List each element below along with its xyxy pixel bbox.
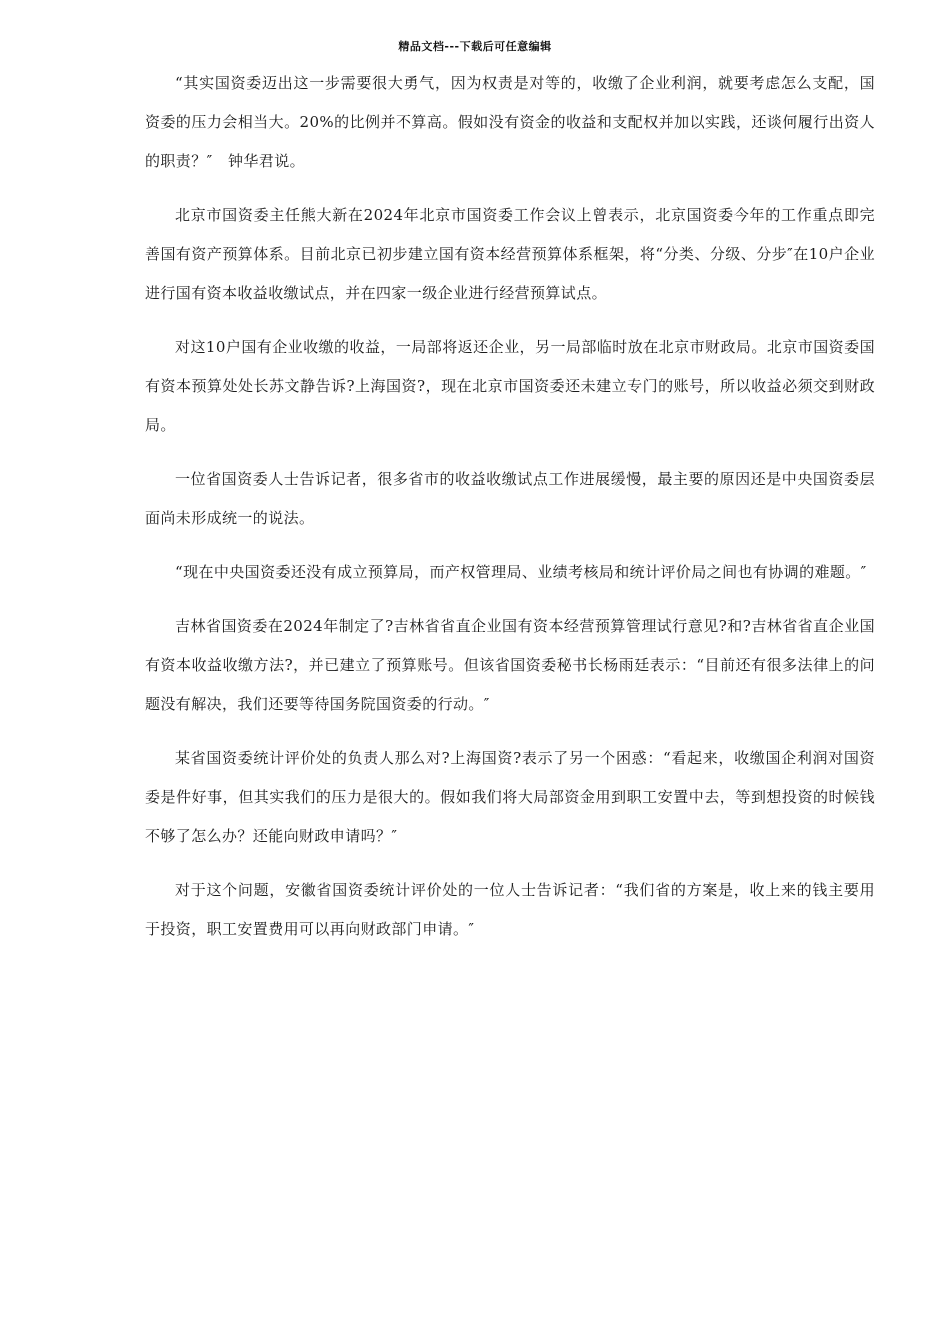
- paragraph-3: 对这10户国有企业收缴的收益，一局部将返还企业，另一局部临时放在北京市财政局。北京市国资委国有资本预算处处长苏文静告诉?上海国资?，现在北京市国资委还未建立专门的账号，所以收益必须交到财政局。: [145, 338, 875, 434]
- paragraph-5: “现在中央国资委还没有成立预算局，而产权管理局、业绩考核局和统计评价局之间也有协调的难题。″: [175, 563, 867, 581]
- page-header: 精品文档---下载后可任意编辑: [398, 40, 552, 53]
- paragraph-4: 一位省国资委人士告诉记者，很多省市的收益收缴试点工作进展缓慢，最主要的原因还是中央国资委层面尚未形成统一的说法。: [145, 470, 875, 527]
- paragraph-7: 某省国资委统计评价处的负责人那么对?上海国资?表示了另一个困惑：“看起来，收缴国企利润对国资委是件好事，但其实我们的压力是很大的。假如我们将大局部资金用到职工安置中去，等到想投资的时候钱不够了怎么办？还能向财政申请吗？″: [145, 749, 875, 845]
- paragraph-8: 对于这个问题，安徽省国资委统计评价处的一位人士告诉记者：“我们省的方案是，收上来的钱主要用于投资，职工安置费用可以再向财政部门申请。″: [145, 881, 875, 938]
- paragraph-1: “其实国资委迈出这一步需要很大勇气，因为权责是对等的，收缴了企业利润，就要考虑怎么支配，国资委的压力会相当大。20%的比例并不算高。假如没有资金的收益和支配权并加以实践，还谈何履行出资人的职责？″ 钟华君说。: [145, 74, 875, 170]
- paragraph-2: 北京市国资委主任熊大新在2024年北京市国资委工作会议上曾表示，北京国资委今年的工作重点即完善国有资产预算体系。目前北京已初步建立国有资本经营预算体系框架，将“分类、分级、分步″在10户企业进行国有资本收益收缴试点，并在四家一级企业进行经营预算试点。: [145, 206, 875, 302]
- paragraph-6: 吉林省国资委在2024年制定了?吉林省省直企业国有资本经营预算管理试行意见?和?吉林省省直企业国有资本收益收缴方法?，并已建立了预算账号。但该省国资委秘书长杨雨廷表示：“目前还有很多法律上的问题没有解决，我们还要等待国务院国资委的行动。″: [145, 617, 875, 713]
- document-body: [145, 64, 875, 964]
